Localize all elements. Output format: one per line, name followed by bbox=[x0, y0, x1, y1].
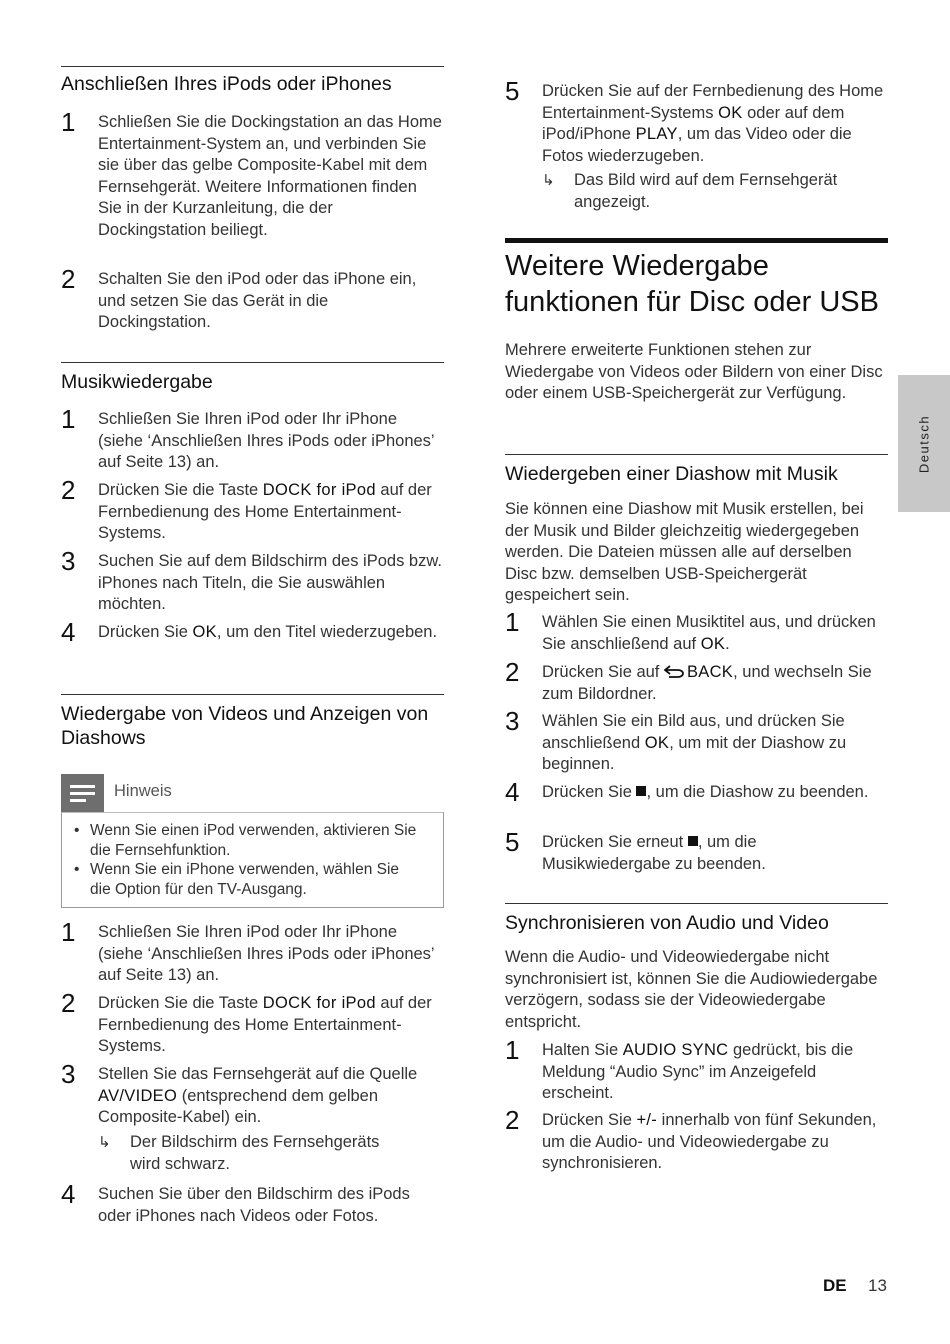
step-3 bbox=[61, 546, 444, 616]
step-result bbox=[98, 1132, 407, 1175]
step-number: 1 bbox=[61, 404, 76, 434]
step-text: . bbox=[725, 634, 730, 653]
step-text: Drücken Sie bbox=[542, 783, 637, 801]
step-number: 5 bbox=[505, 827, 520, 857]
stop-icon bbox=[688, 836, 698, 846]
step-number: 5 bbox=[505, 76, 520, 106]
step-result bbox=[542, 170, 851, 213]
key-ok: OK bbox=[700, 634, 726, 653]
step-2 bbox=[505, 1105, 888, 1175]
key-back: BACK bbox=[686, 663, 734, 681]
step-text: auf der Fernbedienung des Home Entertainment-Systems. bbox=[98, 481, 432, 542]
step-number: 2 bbox=[505, 1105, 520, 1135]
step-number: 3 bbox=[505, 706, 520, 736]
section-rule bbox=[505, 454, 888, 455]
key-ok: OK bbox=[644, 733, 670, 752]
step-number: 1 bbox=[61, 107, 76, 137]
step-number: 4 bbox=[505, 777, 520, 807]
section-title-audio-sync: Synchronisieren von Audio und Video bbox=[505, 912, 829, 934]
step-text: , und wechseln Sie zum Bildordner. bbox=[542, 663, 872, 703]
step-number: 3 bbox=[61, 1059, 76, 1089]
key-dock-for-ipod: DOCK for iPod bbox=[262, 481, 376, 499]
step-4 bbox=[61, 1179, 444, 1227]
key-ok: OK bbox=[192, 623, 217, 641]
key-ok: OK bbox=[718, 103, 743, 122]
step-text: Drücken Sie die Taste bbox=[98, 994, 263, 1012]
step-text: , um mit der Diashow zu beginnen. bbox=[542, 733, 847, 773]
step-text: Drücken Sie auf der Fernbedienung des Home Entertainment-Systems bbox=[542, 82, 884, 122]
section-title-music-playback: Musikwiedergabe bbox=[61, 371, 213, 393]
section-title-connect-ipod: Anschließen Ihres iPods oder iPhones bbox=[61, 73, 392, 95]
back-arrow-icon bbox=[664, 665, 684, 678]
language-tab-label: Deutsch bbox=[916, 414, 932, 473]
step-text: Schließen Sie die Dockingstation an das Home Entertainment-System an, und verbinden Sie sie über das gelbe Composite-Kabel mit dem Fernsehgerät. Weitere Informationen finden Sie in der Kurzanleitung, die der Dockingstation beiliegt. bbox=[98, 113, 442, 239]
stop-icon bbox=[636, 786, 646, 796]
step-1 bbox=[505, 607, 888, 655]
section-rule bbox=[61, 66, 444, 67]
step-text: Halten Sie bbox=[542, 1041, 623, 1059]
section-intro: Sie können eine Diashow mit Musik erstellen, bei der Musik und Bilder gleichzeitig wiedergegeben werden. Die Dateien müssen alle auf derselben Disc bzw. demselben USB-Speichergerät gespeichert sein. bbox=[505, 500, 864, 604]
step-text: , um die Diashow zu beenden. bbox=[646, 783, 869, 801]
note-box bbox=[61, 812, 444, 908]
result-arrow-icon: ↳ bbox=[542, 172, 555, 189]
result-arrow-icon: ↳ bbox=[98, 1134, 111, 1151]
step-1 bbox=[505, 1035, 888, 1105]
step-4 bbox=[61, 617, 444, 647]
key-audio-sync: AUDIO SYNC bbox=[622, 1041, 729, 1059]
step-text: auf der Fernbedienung des Home Entertainment-Systems. bbox=[98, 994, 432, 1055]
step-text: Drücken Sie bbox=[98, 623, 193, 641]
step-1 bbox=[61, 917, 444, 987]
result-text: Der Bildschirm des Fernsehgeräts wird schwarz. bbox=[130, 1133, 380, 1173]
step-number: 1 bbox=[505, 607, 520, 637]
section-title-video-diashow: Wiedergabe von Videos und Anzeigen von Diashows bbox=[61, 703, 429, 749]
step-number: 2 bbox=[61, 988, 76, 1018]
step-2 bbox=[61, 988, 444, 1058]
step-number: 2 bbox=[505, 657, 520, 687]
step-text: Drücken Sie auf bbox=[542, 663, 664, 681]
footer-language: DE bbox=[823, 1276, 847, 1295]
note-list bbox=[62, 813, 443, 907]
note-block bbox=[61, 772, 444, 908]
key-play: PLAY bbox=[635, 125, 678, 143]
page-number: 13 bbox=[868, 1276, 887, 1295]
step-number: 1 bbox=[505, 1035, 520, 1065]
step-text: Wählen Sie einen Musiktitel aus, und drücken Sie anschließend auf bbox=[542, 613, 876, 653]
step-text: Stellen Sie das Fernsehgerät auf die Quelle bbox=[98, 1065, 418, 1083]
key-av-video: AV/VIDEO bbox=[98, 1086, 178, 1105]
step-text: (entsprechend dem gelben Composite-Kabel) ein. bbox=[98, 1086, 379, 1126]
step-text: oder auf dem iPod/iPhone bbox=[542, 103, 845, 143]
chapter-intro: Mehrere erweiterte Funktionen stehen zur Wiedergabe von Videos oder Bildern von einer Disc oder einem USB-Speichergerät zur Verfügung. bbox=[505, 341, 883, 402]
step-text: Schalten Sie den iPod oder das iPhone ein, und setzen Sie das Gerät in die Dockingstation. bbox=[98, 270, 417, 331]
step-text: Drücken Sie die Taste bbox=[98, 481, 263, 499]
step-number: 3 bbox=[61, 546, 76, 576]
result-text: Das Bild wird auf dem Fernsehgerät angezeigt. bbox=[574, 171, 838, 211]
step-text: innerhalb von fünf Sekunden, um die Audio- und Videowiedergabe zu synchronisieren. bbox=[542, 1111, 877, 1172]
key-dock-for-ipod: DOCK for iPod bbox=[262, 994, 376, 1012]
step-number: 4 bbox=[61, 617, 76, 647]
note-item: • Wenn Sie einen iPod verwenden, aktivieren Sie die Fernsehfunktion. bbox=[90, 821, 423, 860]
step-text: , um die Musikwiedergabe zu beenden. bbox=[542, 833, 766, 873]
section-rule bbox=[61, 694, 444, 695]
step-1 bbox=[61, 107, 444, 241]
step-2 bbox=[61, 264, 444, 334]
step-1 bbox=[61, 404, 444, 474]
step-text: Drücken Sie bbox=[542, 1111, 637, 1129]
language-tab bbox=[898, 375, 950, 512]
step-text: Wählen Sie ein Bild aus, und drücken Sie anschließend bbox=[542, 712, 845, 752]
step-number: 1 bbox=[61, 917, 76, 947]
step-text: Suchen Sie auf dem Bildschirm des iPods bzw. iPhones nach Titeln, die Sie auswählen möchten. bbox=[98, 552, 442, 613]
step-text: Schließen Sie Ihren iPod oder Ihr iPhone (siehe ‘Anschließen Ihres iPods oder iPhones’ auf Seite 13) an. bbox=[98, 923, 434, 984]
section-rule bbox=[61, 362, 444, 363]
step-text: gedrückt, bis die Meldung “Audio Sync” im Anzeigefeld erscheint. bbox=[542, 1041, 854, 1102]
section-title-diashow-music: Wiedergeben einer Diashow mit Musik bbox=[505, 463, 838, 485]
key-plus-minus: +/- bbox=[636, 1111, 658, 1129]
step-number: 2 bbox=[61, 475, 76, 505]
step-5 bbox=[505, 76, 888, 167]
step-text: Drücken Sie erneut bbox=[542, 833, 688, 851]
step-2 bbox=[505, 657, 888, 705]
chapter-title: Weitere Wiedergabe funktionen für Disc oder USB bbox=[505, 250, 879, 318]
step-text: Schließen Sie Ihren iPod oder Ihr iPhone (siehe ‘Anschließen Ihres iPods oder iPhones’ auf Seite 13) an. bbox=[98, 410, 434, 471]
step-2 bbox=[61, 475, 444, 545]
step-4 bbox=[505, 777, 888, 807]
note-label: Hinweis bbox=[114, 782, 172, 800]
step-text: , um den Titel wiederzugeben. bbox=[216, 623, 438, 641]
section-rule bbox=[505, 903, 888, 904]
step-5 bbox=[505, 827, 888, 875]
step-number: 4 bbox=[61, 1179, 76, 1209]
step-3 bbox=[505, 706, 888, 776]
chapter-rule bbox=[505, 238, 888, 243]
note-header bbox=[61, 772, 444, 812]
note-icon bbox=[61, 774, 104, 812]
step-3 bbox=[61, 1059, 444, 1129]
section-intro: Wenn die Audio- und Videowiedergabe nicht synchronisiert ist, können Sie die Audiowiedergabe verzögern, sodass sie der Videowiedergabe entspricht. bbox=[505, 948, 878, 1031]
step-number: 2 bbox=[61, 264, 76, 294]
step-text: , um das Video oder die Fotos wiederzugeben. bbox=[542, 125, 852, 165]
step-text: Suchen Sie über den Bildschirm des iPods oder iPhones nach Videos oder Fotos. bbox=[98, 1185, 410, 1225]
note-item: • Wenn Sie ein iPhone verwenden, wählen Sie die Option für den TV-Ausgang. bbox=[90, 860, 423, 899]
